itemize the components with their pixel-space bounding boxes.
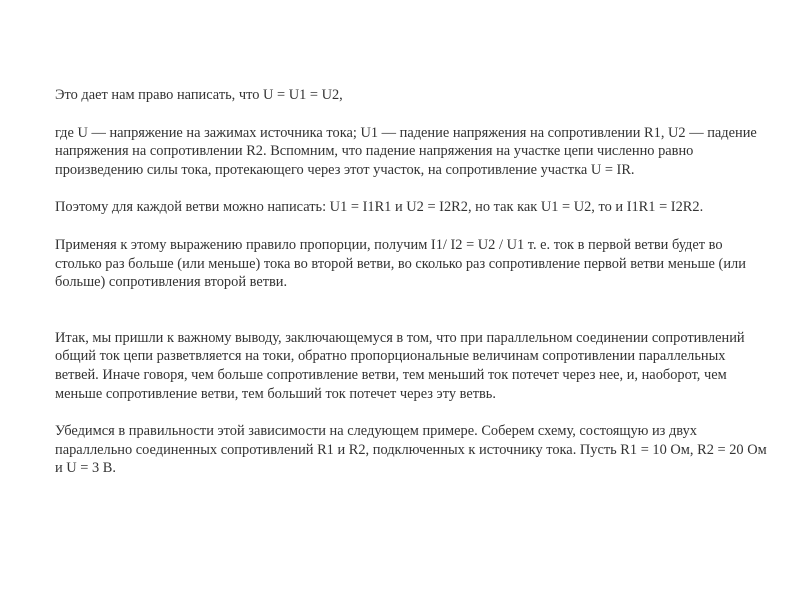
paragraph-voltage-definitions: где U — напряжение на зажимах источника тока; U1 — падение напряжения на сопротивлении R1, U2 — падение напряжения на сопротивлении R2. Вспомним, что падение напряжения на участке цепи численно равно произведению силы тока, протекающего через этот участок, на сопротивление участка U = IR.	[55, 124, 757, 178]
paragraph-example: Убедимся в правильности этой зависимости на следующем примере. Соберем схему, состоящую из двух параллельно соединенных сопротивлений R1 и R2, подключенных к источнику тока. Пусть R1 = 10 Ом, R2 = 20 Ом и U = 3 В.	[55, 423, 767, 477]
paragraph-proportion-rule: Применяя к этому выражению правило пропорции, получим I1/ I2 = U2 / U1 т. е. ток в первой ветви будет во столько раз больше (или меньше) тока во второй ветви, во сколько раз сопротивление первой ветви меньше (или больше) сопротивления второй ветви.	[55, 236, 746, 291]
paragraph-branch-equations: Поэтому для каждой ветви можно написать: U1 = I1R1 и U2 = I2R2, но так как U1 = U2, то и I1R1 = I2R2.	[55, 199, 704, 216]
paragraph-conclusion: Итак, мы пришли к важному выводу, заключающемуся в том, что при параллельном соединении сопротивлений общий ток цепи разветвляется на токи, обратно пропорциональные величинам сопротивлении параллельных ветвей. Иначе говоря, чем больше сопротивление ветви, тем меньший ток потечет через нее, и, наоборот, чем меньше сопротивление ветви, тем больший ток потечет через эту ветвь.	[55, 329, 745, 402]
document-body	[55, 86, 767, 478]
paragraph-voltage-equality: Это дает нам право написать, что U = U1 = U2,	[55, 87, 343, 103]
